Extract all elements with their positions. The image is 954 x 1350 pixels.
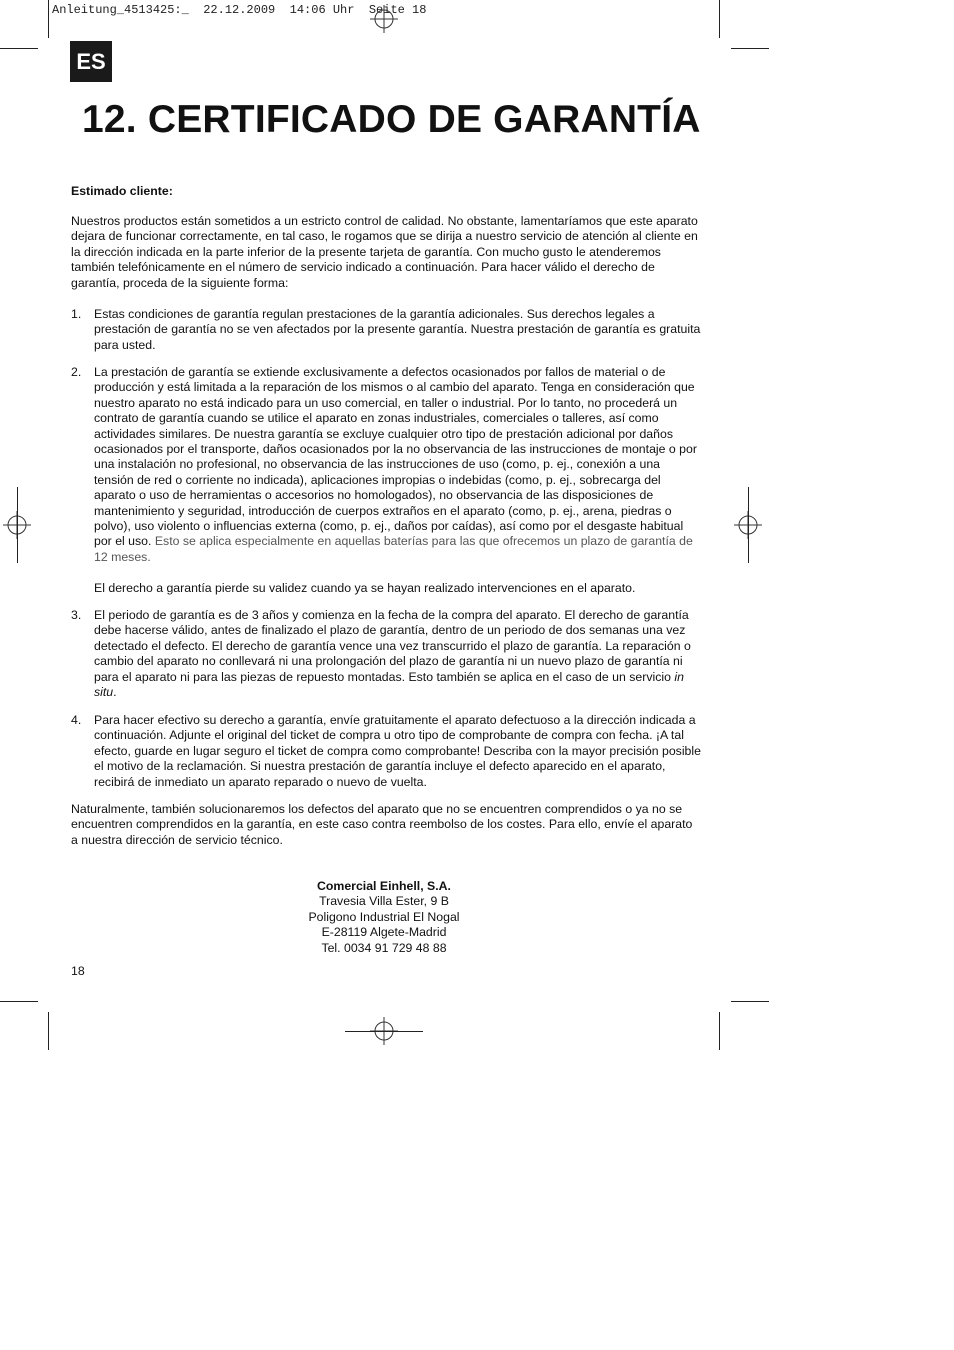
list-item	[71, 713, 701, 790]
list-item-text: Estas condiciones de garantía regulan prestaciones de la garantía adicionales. Sus derechos legales a prestación de garantía no se ven afectados por la presente garantía. Nuestra prestación de garantía es gratuita para usted.	[94, 307, 701, 352]
crop-mark	[731, 48, 769, 49]
crop-mark	[748, 487, 749, 563]
page-title: 12. CERTIFICADO DE GARANTÍA	[82, 98, 701, 141]
crop-mark	[48, 1012, 49, 1050]
crop-mark	[48, 0, 49, 38]
address-line: Poligono Industrial El Nogal	[308, 909, 460, 924]
list-item-number: 4.	[71, 713, 82, 727]
company-name: Comercial Einhell, S.A.	[317, 879, 451, 893]
crop-mark	[719, 1012, 720, 1050]
list-item	[71, 608, 701, 700]
warranty-void-note: El derecho a garantía pierde su validez cuando ya se hayan realizado intervenciones en el aparato.	[94, 581, 636, 595]
closing-paragraph: Naturalmente, también solucionaremos los defectos del aparato que no se encuentren comprendidos o ya no se encuentren comprendidos en la garantía, en este caso contra reembolso de los costes. Para ello, envíe el aparato a nuestra dirección de servicio técnico.	[71, 802, 693, 847]
language-badge: ES	[70, 41, 112, 82]
list-item	[71, 365, 701, 565]
list-item-number: 1.	[71, 307, 82, 321]
intro-paragraph: Nuestros productos están sometidos a un estricto control de calidad. No obstante, lamentaríamos que este aparato dejara de funcionar correctamente, en tal caso, le rogamos que se dirija a nuestro servicio de atención al cliente en la dirección indicada en la parte inferior de la presente tarjeta de garantía. Con mucho gusto le atenderemos también telefónicamente en el número de servicio indicado a continuación. Para hacer válido el derecho de garantía, proceda de la siguiente forma:	[71, 214, 698, 290]
address-line: Travesia Villa Ester, 9 B	[319, 894, 449, 909]
print-slug: Anleitung_4513425:_ 22.12.2009 14:06 Uhr Seite 18	[52, 3, 427, 17]
phone-number: Tel. 0034 91 729 48 88	[321, 940, 447, 955]
italic-term: in situ	[94, 669, 684, 700]
list-item-text: El periodo de garantía es de 3 años y comienza en la fecha de la compra del aparato. El derecho de garantía debe hacerse válido, antes de finalizado el plazo de garantía, dentro de un periodo de dos semanas una vez detectado el defecto. El derecho de garantía vence una vez transcurrido el plazo de garantía. La reparación o cambio del aparato no conllevará ni una prolongación del plazo de garantía ni un nuevo plazo de garantía ni para el aparato ni para las piezas de repuesto montadas. Esto también se aplica en el caso de un servicio in situ.	[94, 608, 691, 700]
crop-mark	[731, 1001, 769, 1002]
crop-mark	[17, 487, 18, 563]
list-item-text: Para hacer efectivo su derecho a garantía, envíe gratuitamente el aparato defectuoso a la dirección indicada a continuación. Adjunte el original del ticket de compra u otro tipo de comprobante de compra con fecha. ¡A tal efecto, guarde en lugar seguro el ticket de compra como comprobante! Describa con la mayor precisión posible el motivo de la reclamación. Si nuestra prestación de garantía incluye el defecto aparecido en el aparato, recibirá de inmediato un aparato reparado o nuevo de vuelta.	[94, 713, 701, 789]
crop-mark	[719, 0, 720, 38]
crop-mark	[0, 1001, 38, 1002]
registration-mark-icon	[370, 5, 398, 33]
crop-mark	[0, 48, 38, 49]
battery-warranty-note: Esto se aplica especialmente en aquellas baterías para las que ofrecemos un plazo de garantía de 12 meses.	[94, 534, 693, 564]
list-item	[71, 307, 701, 353]
page-number: 18	[71, 964, 85, 978]
list-item-text: La prestación de garantía se extiende exclusivamente a defectos ocasionados por fallos de material o de producción y está limitada a la reparación de los mismos o al cambio del aparato. Tenga en consideración que nuestro aparato no está indicado para un uso comercial, en taller o industrial. Por lo tanto, no procederá un contrato de garantía cuando se utilice el aparato en zonas industriales, comerciales o talleres, así como actividades similares. De nuestra garantía se excluye cualquier otro tipo de prestación adicional por daños ocasionados por el transporte, daños ocasionados por la no observancia de las instrucciones de montaje o por una instalación no profesional, no observancia de las instrucciones de uso (como, p. ej., conexión a una tensión de red o corriente no indicada), aplicaciones impropias o indebidas (como, p. ej., sobrecarga del aparato o uso de herramientas o accesorios no homologados), no observancia de las disposiciones de mantenimiento y seguridad, introducción de cuerpos extraños en el aparato (como, p. ej., arena, piedras o polvo), uso violento o influencias externa (como, p. ej., daños por caídas), así como por el desgaste habitual por el uso. Esto se aplica especialmente en aquellas baterías para las que ofrecemos un plazo de garantía de 12 meses.	[94, 365, 697, 564]
list-item-number: 3.	[71, 608, 82, 622]
service-address	[260, 879, 508, 956]
list-item-note	[71, 581, 701, 596]
crop-mark	[345, 1031, 423, 1032]
address-line: E-28119 Algete-Madrid	[321, 925, 447, 940]
list-item-number: 2.	[71, 365, 82, 379]
greeting: Estimado cliente:	[71, 184, 173, 198]
